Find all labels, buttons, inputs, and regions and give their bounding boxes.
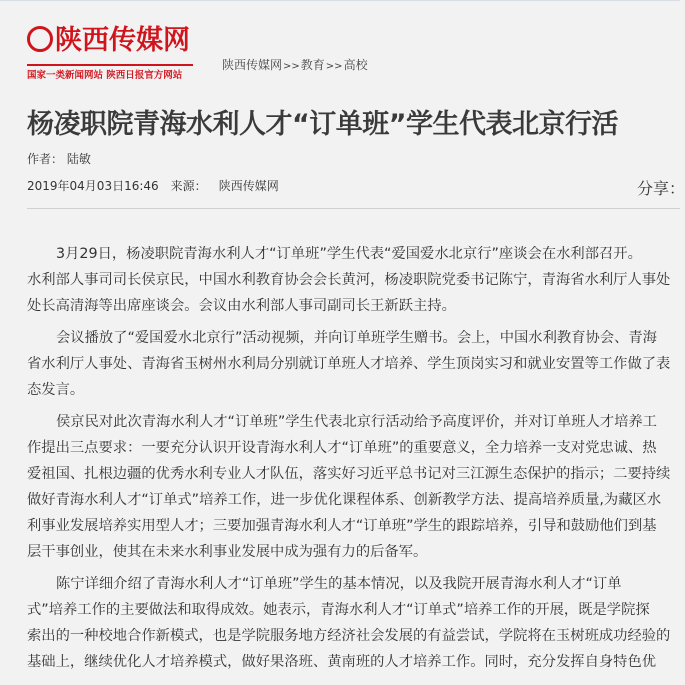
paragraph-line: 爱祖国、扎根边疆的优秀水利专业人才队伍，落实好习近平总书记对三江源生态保护的指示；二要持续	[27, 466, 671, 482]
paragraph-line: 陈宁详细介绍了青海水利人才“订单班”学生的基本情况，以及我院开展青海水利人才“订单	[56, 576, 622, 592]
breadcrumb	[222, 56, 368, 73]
paragraph-line: 利事业发展培养实用型人才；三要加强青海水利人才“订单班”学生的跟踪培养，引导和鼓励他们到基	[27, 518, 657, 534]
breadcrumb-home[interactable]: 陕西传媒网	[222, 58, 283, 72]
share-label: 分享：	[637, 179, 685, 198]
paragraph-line: 作提出三点要求：一要充分认识开设青海水利人才“订单班”的重要意义，全力培养一支对党忠诚、热	[27, 440, 657, 456]
top-border	[0, 0, 680, 1]
logo-emblem-icon	[27, 26, 53, 52]
article-paragraph	[27, 571, 671, 675]
article-title: 杨凌职院青海水利人才“订单班”学生代表北京行活	[27, 109, 618, 140]
source-label: 来源：	[170, 179, 207, 193]
article-paragraph	[27, 325, 671, 403]
article-paragraph	[27, 241, 671, 319]
breadcrumb-colleges[interactable]: 高校	[343, 58, 368, 72]
paragraph-line: 索出的一种校地合作新模式，也是学院服务地方经济社会发展的有益尝试，学院将在玉树班成功经验的	[27, 628, 671, 644]
paragraph-line: 侯京民对此次青海水利人才“订单班”学生代表北京行活动给予高度评价，并对订单班人才培养工	[56, 414, 657, 430]
paragraph-line: 会议播放了“爱国爱水北京行”活动视频，并向订单班学生赠书。会上，中国水利教育协会、青海	[56, 330, 657, 346]
article-author	[27, 150, 91, 167]
paragraph-line: 省水利厅人事处、青海省玉树州水利局分别就订单班人才培养、学生顶岗实习和就业安置等工作做了表	[27, 356, 671, 372]
paragraph-line: 态发言。	[27, 382, 85, 398]
author-label: 作者：	[27, 152, 64, 166]
article-body	[27, 241, 671, 681]
paragraph-line: 3月29日，杨凌职院青海水利人才“订单班”学生代表“爱国爱水北京行”座谈会在水利部召开。	[56, 246, 642, 262]
logo-slogan: 国家一类新闻网站 陕西日报官方网站	[27, 70, 183, 81]
author-name: 陆敏	[66, 152, 91, 166]
source	[171, 179, 279, 193]
source-name[interactable]: 陕西传媒网	[218, 179, 279, 193]
publish-date: 2019年04月03日16:46	[27, 179, 159, 193]
paragraph-line: 基础上，继续优化人才培养模式，做好果洛班、黄南班的人才培养工作。同时，充分发挥自身特色优	[27, 654, 657, 670]
breadcrumb-education[interactable]: 教育	[300, 58, 325, 72]
breadcrumb-separator: >>	[283, 61, 300, 72]
header-divider	[27, 208, 680, 209]
logo-divider	[27, 64, 193, 66]
site-logo[interactable]	[27, 22, 195, 80]
paragraph-line: 式”培养工作的主要做法和取得成效。她表示，青海水利人才“订单式”培养工作的开展，既是学院探	[27, 602, 650, 618]
paragraph-line: 水利部人事司司长侯京民，中国水利教育协会会长黄河，杨凌职院党委书记陈宁，青海省水利厅人事处	[27, 272, 671, 288]
article-meta	[27, 177, 279, 194]
article-paragraph	[27, 409, 671, 565]
logo-text: 陕西传媒网	[55, 25, 190, 56]
paragraph-line: 做好青海水利人才“订单式”培养工作，进一步优化课程体系、创新教学方法、提高培养质量,为藏区水	[27, 492, 662, 508]
paragraph-line: 层干事创业，使其在未来水利事业发展中成为强有力的后备军。	[27, 544, 428, 560]
logo-wordmark	[27, 22, 190, 60]
breadcrumb-separator: >>	[325, 61, 343, 72]
paragraph-line: 处长高清海等出席座谈会。会议由水利部人事司副司长王新跃主持。	[27, 298, 456, 314]
